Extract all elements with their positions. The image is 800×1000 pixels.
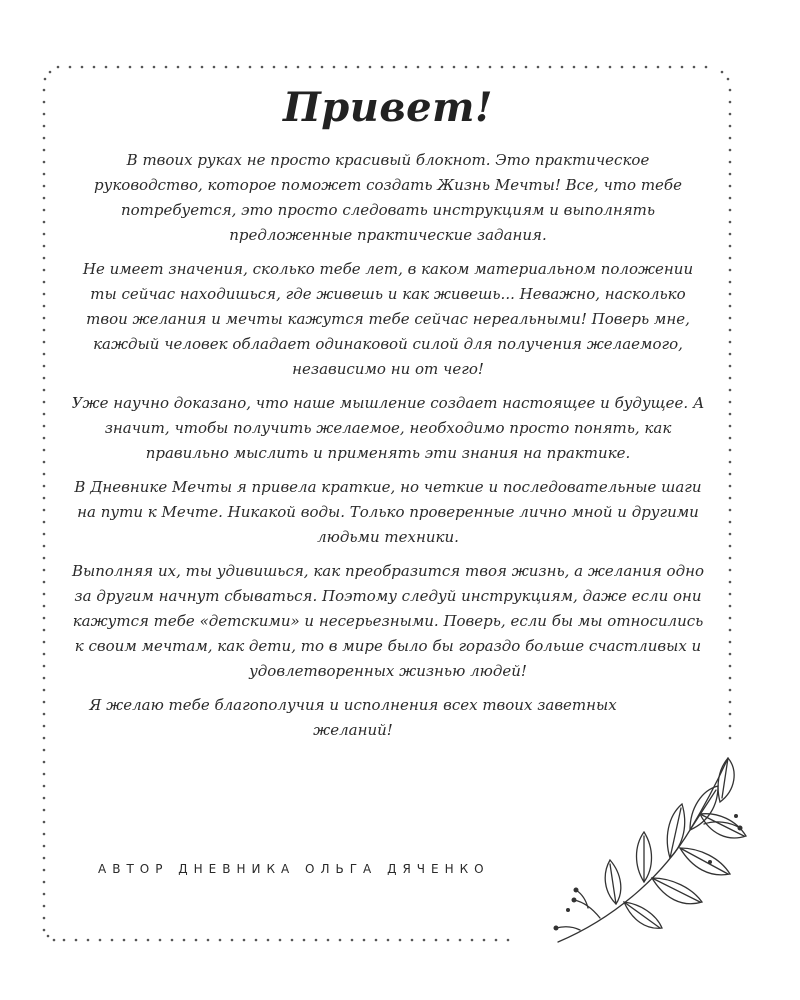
border-dot bbox=[729, 701, 732, 704]
paragraph-3: Уже научно доказано, что наше мышление создает настоящее и будущее. А значит, чтобы получить желаемое, необходимо просто понять, как правильно мыслить и применять эти знания на практике. bbox=[71, 394, 705, 462]
border-dot bbox=[729, 341, 732, 344]
border-dot bbox=[729, 449, 732, 452]
border-dot bbox=[309, 66, 312, 69]
border-dot bbox=[43, 305, 46, 308]
border-dot bbox=[243, 939, 246, 942]
border-dot bbox=[321, 66, 324, 69]
border-dot bbox=[43, 149, 46, 152]
border-dot bbox=[43, 737, 46, 740]
border-dot bbox=[729, 713, 732, 716]
border-dot bbox=[43, 257, 46, 260]
border-dot bbox=[43, 425, 46, 428]
border-dot bbox=[327, 939, 330, 942]
border-dot bbox=[585, 66, 588, 69]
border-dot bbox=[729, 569, 732, 572]
border-dot bbox=[43, 569, 46, 572]
border-dot bbox=[43, 101, 46, 104]
border-dot bbox=[219, 939, 222, 942]
paragraph-6: Я желаю тебе благополучия и исполнения всех твоих заветных желаний! bbox=[89, 696, 617, 739]
border-dot bbox=[183, 939, 186, 942]
border-dot bbox=[405, 66, 408, 69]
border-dot bbox=[43, 917, 46, 920]
border-dot bbox=[729, 329, 732, 332]
border-dot bbox=[43, 869, 46, 872]
paragraph-2: Не имеет значения, сколько тебе лет, в каком материальном положении ты сейчас находишься, где живешь и как живешь... Неважно, насколько твои желания и мечты кажутся тебе сейчас нереальными! Поверь мне, каждый человек обладает одинаковой силой для получения желаемого, независимо ни от чего! bbox=[82, 260, 694, 378]
border-dot bbox=[255, 939, 258, 942]
border-dot bbox=[345, 66, 348, 69]
border-dot bbox=[44, 78, 47, 81]
border-dot bbox=[393, 66, 396, 69]
border-dot bbox=[273, 66, 276, 69]
border-dot bbox=[727, 78, 730, 81]
border-dot bbox=[729, 245, 732, 248]
border-dot bbox=[213, 66, 216, 69]
border-dot bbox=[43, 209, 46, 212]
border-dot bbox=[75, 939, 78, 942]
border-dot bbox=[729, 113, 732, 116]
border-dot bbox=[441, 66, 444, 69]
border-dot bbox=[43, 545, 46, 548]
border-dot bbox=[43, 413, 46, 416]
border-dot bbox=[189, 66, 192, 69]
border-dot bbox=[657, 66, 660, 69]
border-dot bbox=[43, 161, 46, 164]
border-dot bbox=[225, 66, 228, 69]
border-dot bbox=[47, 935, 50, 938]
border-dot bbox=[729, 257, 732, 260]
border-dot bbox=[43, 581, 46, 584]
border-dot bbox=[43, 857, 46, 860]
border-dot bbox=[43, 377, 46, 380]
border-dot bbox=[261, 66, 264, 69]
border-dot bbox=[417, 66, 420, 69]
border-dot bbox=[195, 939, 198, 942]
border-dot bbox=[291, 939, 294, 942]
border-dot bbox=[43, 665, 46, 668]
border-dot bbox=[729, 413, 732, 416]
border-dot bbox=[43, 929, 46, 932]
border-dot bbox=[63, 939, 66, 942]
border-dot bbox=[729, 101, 732, 104]
border-dot bbox=[363, 939, 366, 942]
border-dot bbox=[53, 939, 56, 942]
letter-body bbox=[70, 78, 706, 752]
border-dot bbox=[43, 197, 46, 200]
border-dot bbox=[43, 365, 46, 368]
border-dot bbox=[43, 353, 46, 356]
border-dot bbox=[267, 939, 270, 942]
border-dot bbox=[43, 605, 46, 608]
border-dot bbox=[117, 66, 120, 69]
border-dot bbox=[729, 605, 732, 608]
border-dot bbox=[171, 939, 174, 942]
border-dot bbox=[721, 71, 724, 74]
border-dot bbox=[729, 521, 732, 524]
border-dot bbox=[105, 66, 108, 69]
border-dot bbox=[369, 66, 372, 69]
border-dot bbox=[43, 173, 46, 176]
page-title: Привет! bbox=[283, 84, 493, 131]
border-dot bbox=[729, 377, 732, 380]
border-dot bbox=[43, 773, 46, 776]
border-dot bbox=[729, 209, 732, 212]
border-dot bbox=[465, 66, 468, 69]
border-dot bbox=[447, 939, 450, 942]
border-dot bbox=[729, 389, 732, 392]
border-dot bbox=[43, 473, 46, 476]
border-dot bbox=[43, 629, 46, 632]
border-dot bbox=[693, 66, 696, 69]
border-dot bbox=[489, 66, 492, 69]
border-dot bbox=[43, 701, 46, 704]
paragraph-5: Выполняя их, ты удивишься, как преобразится твоя жизнь, а желания одно за другим начнут сбываться. Поэтому следуй инструкциям, даже если они кажутся тебе «детскими» и несерьезными. Поверь, если бы мы относились к своим мечтам, как дети, то в мире было бы гораздо больше счастливых и удовлетворенных жизнью людей! bbox=[71, 562, 704, 680]
border-dot bbox=[729, 365, 732, 368]
border-dot bbox=[729, 401, 732, 404]
border-dot bbox=[43, 245, 46, 248]
border-dot bbox=[43, 797, 46, 800]
border-dot bbox=[43, 725, 46, 728]
border-dot bbox=[43, 317, 46, 320]
border-dot bbox=[237, 66, 240, 69]
border-dot bbox=[43, 845, 46, 848]
border-dot bbox=[153, 66, 156, 69]
border-dot bbox=[43, 113, 46, 116]
border-dot bbox=[43, 761, 46, 764]
border-dot bbox=[729, 317, 732, 320]
border-dot bbox=[411, 939, 414, 942]
border-dot bbox=[729, 497, 732, 500]
border-dot bbox=[501, 66, 504, 69]
border-dot bbox=[645, 66, 648, 69]
border-dot bbox=[729, 461, 732, 464]
border-dot bbox=[43, 293, 46, 296]
border-dot bbox=[43, 617, 46, 620]
border-dot bbox=[729, 197, 732, 200]
border-dot bbox=[43, 137, 46, 140]
border-dot bbox=[159, 939, 162, 942]
border-dot bbox=[729, 173, 732, 176]
border-dot bbox=[43, 329, 46, 332]
border-dot bbox=[43, 881, 46, 884]
border-dot bbox=[43, 533, 46, 536]
border-dot bbox=[69, 66, 72, 69]
border-dot bbox=[43, 713, 46, 716]
border-dot bbox=[43, 341, 46, 344]
border-dot bbox=[621, 66, 624, 69]
border-dot bbox=[573, 66, 576, 69]
border-dot bbox=[43, 893, 46, 896]
border-dot bbox=[201, 66, 204, 69]
border-dot bbox=[507, 939, 510, 942]
border-dot bbox=[681, 66, 684, 69]
border-dot bbox=[43, 497, 46, 500]
border-dot bbox=[43, 269, 46, 272]
border-dot bbox=[43, 509, 46, 512]
border-dot bbox=[729, 641, 732, 644]
border-dot bbox=[135, 939, 138, 942]
border-dot bbox=[43, 677, 46, 680]
border-dot bbox=[729, 125, 732, 128]
border-dot bbox=[43, 653, 46, 656]
border-dot bbox=[729, 737, 732, 740]
border-dot bbox=[43, 557, 46, 560]
border-dot bbox=[459, 939, 462, 942]
border-dot bbox=[43, 641, 46, 644]
border-dot bbox=[43, 401, 46, 404]
border-dot bbox=[729, 281, 732, 284]
border-dot bbox=[429, 66, 432, 69]
border-dot bbox=[609, 66, 612, 69]
border-dot bbox=[729, 617, 732, 620]
border-dot bbox=[297, 66, 300, 69]
border-dot bbox=[669, 66, 672, 69]
border-dot bbox=[729, 89, 732, 92]
border-dot bbox=[705, 66, 708, 69]
border-dot bbox=[57, 66, 60, 69]
border-dot bbox=[729, 269, 732, 272]
border-dot bbox=[633, 66, 636, 69]
border-dot bbox=[43, 89, 46, 92]
border-dot bbox=[49, 71, 52, 74]
border-dot bbox=[357, 66, 360, 69]
border-dot bbox=[477, 66, 480, 69]
border-dot bbox=[513, 66, 516, 69]
border-dot bbox=[141, 66, 144, 69]
border-dot bbox=[43, 905, 46, 908]
border-dot bbox=[729, 545, 732, 548]
border-dot bbox=[537, 66, 540, 69]
border-dot bbox=[435, 939, 438, 942]
border-dot bbox=[43, 749, 46, 752]
paragraph-4: В Дневнике Мечты я привела краткие, но четкие и последовательные шаги на пути к Мечте. Никакой воды. Только проверенные лично мной и другими людьми техники. bbox=[74, 478, 702, 546]
border-dot bbox=[525, 66, 528, 69]
border-dot bbox=[351, 939, 354, 942]
border-dot bbox=[333, 66, 336, 69]
border-dot bbox=[729, 725, 732, 728]
border-dot bbox=[43, 821, 46, 824]
border-dot bbox=[43, 833, 46, 836]
border-dot bbox=[249, 66, 252, 69]
border-dot bbox=[729, 677, 732, 680]
border-dot bbox=[729, 509, 732, 512]
border-dot bbox=[729, 557, 732, 560]
border-dot bbox=[111, 939, 114, 942]
border-dot bbox=[285, 66, 288, 69]
border-dot bbox=[93, 66, 96, 69]
border-dot bbox=[375, 939, 378, 942]
border-dot bbox=[729, 353, 732, 356]
border-dot bbox=[549, 66, 552, 69]
border-dot bbox=[453, 66, 456, 69]
border-dot bbox=[483, 939, 486, 942]
border-dot bbox=[43, 689, 46, 692]
border-dot bbox=[495, 939, 498, 942]
paragraph-1: В твоих руках не просто красивый блокнот. Это практическое руководство, которое поможет создать Жизнь Мечты! Все, что тебе потребуется, это просто следовать инструкциям и выполнять предложенные практические задания. bbox=[94, 151, 682, 244]
border-dot bbox=[381, 66, 384, 69]
border-dot bbox=[43, 233, 46, 236]
border-dot bbox=[339, 939, 342, 942]
border-dot bbox=[729, 581, 732, 584]
border-dot bbox=[729, 533, 732, 536]
border-dot bbox=[123, 939, 126, 942]
border-dot bbox=[471, 939, 474, 942]
author-signature: АВТОР ДНЕВНИКА ОЛЬГА ДЯЧЕНКО bbox=[98, 862, 490, 876]
border-dot bbox=[43, 389, 46, 392]
border-dot bbox=[43, 521, 46, 524]
border-dot bbox=[315, 939, 318, 942]
border-dot bbox=[729, 149, 732, 152]
border-dot bbox=[561, 66, 564, 69]
border-dot bbox=[147, 939, 150, 942]
border-dot bbox=[99, 939, 102, 942]
border-dot bbox=[729, 473, 732, 476]
border-dot bbox=[279, 939, 282, 942]
border-dot bbox=[729, 161, 732, 164]
border-dot bbox=[729, 233, 732, 236]
border-dot bbox=[231, 939, 234, 942]
border-dot bbox=[177, 66, 180, 69]
border-dot bbox=[729, 593, 732, 596]
border-dot bbox=[423, 939, 426, 942]
border-dot bbox=[729, 629, 732, 632]
border-dot bbox=[303, 939, 306, 942]
border-dot bbox=[43, 281, 46, 284]
border-dot bbox=[729, 653, 732, 656]
border-dot bbox=[129, 66, 132, 69]
border-dot bbox=[729, 425, 732, 428]
border-dot bbox=[43, 485, 46, 488]
border-dot bbox=[399, 939, 402, 942]
border-dot bbox=[729, 305, 732, 308]
border-dot bbox=[729, 185, 732, 188]
border-dot bbox=[43, 809, 46, 812]
border-dot bbox=[43, 449, 46, 452]
border-dot bbox=[43, 125, 46, 128]
border-dot bbox=[43, 593, 46, 596]
border-dot bbox=[729, 689, 732, 692]
border-dot bbox=[729, 485, 732, 488]
border-dot bbox=[387, 939, 390, 942]
border-dot bbox=[729, 293, 732, 296]
border-dot bbox=[729, 437, 732, 440]
border-dot bbox=[729, 665, 732, 668]
border-dot bbox=[729, 137, 732, 140]
border-dot bbox=[43, 437, 46, 440]
border-dot bbox=[43, 461, 46, 464]
border-dot bbox=[43, 221, 46, 224]
border-dot bbox=[597, 66, 600, 69]
border-dot bbox=[43, 185, 46, 188]
border-dot bbox=[81, 66, 84, 69]
leaf-branch-icon bbox=[540, 750, 760, 950]
border-dot bbox=[207, 939, 210, 942]
border-dot bbox=[729, 221, 732, 224]
border-dot bbox=[87, 939, 90, 942]
border-dot bbox=[43, 785, 46, 788]
border-dot bbox=[165, 66, 168, 69]
